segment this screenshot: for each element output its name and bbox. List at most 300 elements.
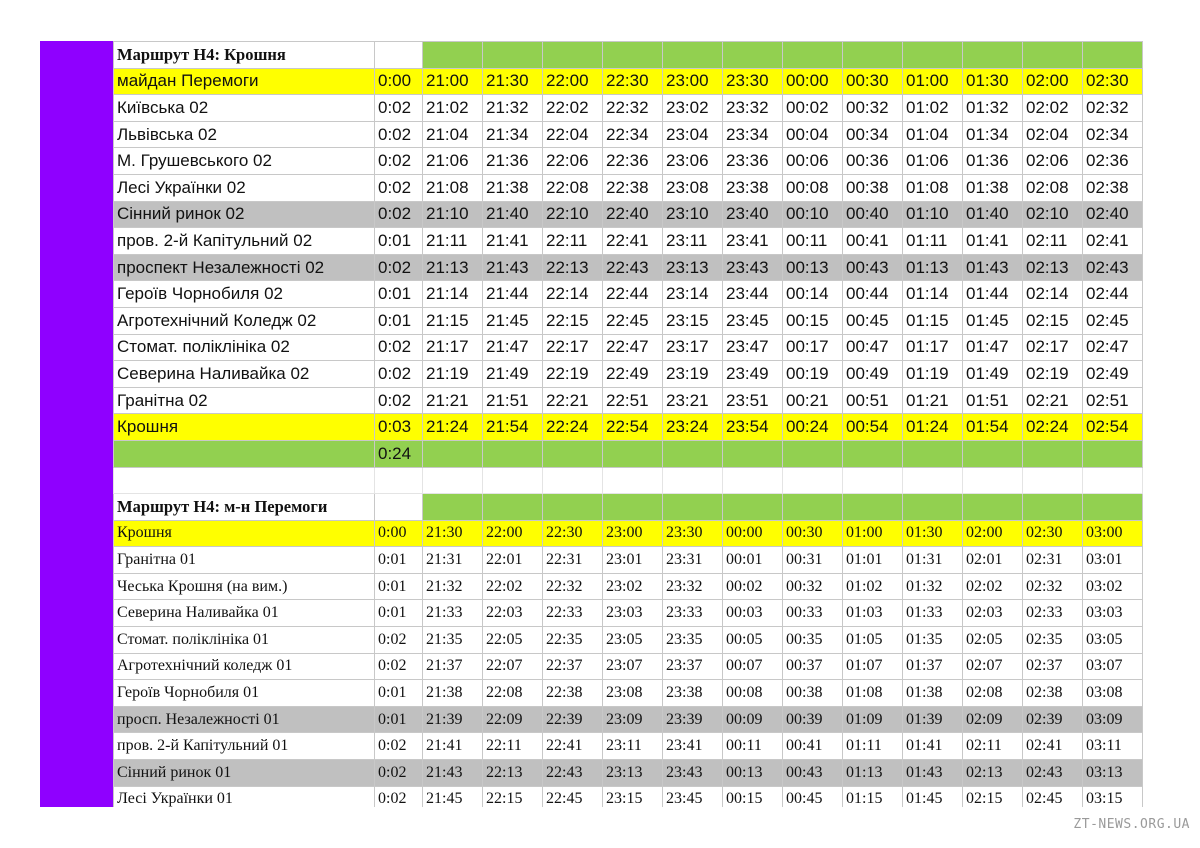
schedule-sheet <box>113 41 1143 807</box>
departure-time: 21:14 <box>423 281 483 308</box>
title-green-cell <box>1083 42 1143 69</box>
title-green-cell <box>903 494 963 521</box>
departure-time: 02:06 <box>1023 148 1083 175</box>
footer-green-cell <box>1023 440 1083 467</box>
departure-time: 23:38 <box>663 680 723 707</box>
stop-row <box>114 307 1143 334</box>
departure-time: 22:04 <box>543 121 603 148</box>
departure-time: 01:10 <box>903 201 963 228</box>
departure-time: 21:38 <box>423 680 483 707</box>
departure-time: 02:31 <box>1023 547 1083 574</box>
departure-time: 23:10 <box>663 201 723 228</box>
departure-time: 23:30 <box>723 68 783 95</box>
departure-time: 22:41 <box>603 228 663 255</box>
footer-green-cell <box>483 440 543 467</box>
departure-time: 02:41 <box>1023 733 1083 760</box>
departure-time: 00:37 <box>783 653 843 680</box>
stop-row <box>114 68 1143 95</box>
departure-time: 01:43 <box>903 760 963 787</box>
departure-time: 02:43 <box>1083 254 1143 281</box>
departure-time: 01:17 <box>903 334 963 361</box>
title-green-cell <box>963 494 1023 521</box>
departure-time: 22:54 <box>603 414 663 441</box>
departure-time: 23:30 <box>663 520 723 547</box>
departure-time: 23:08 <box>603 680 663 707</box>
schedule-body <box>114 42 1143 808</box>
title-green-cell <box>423 42 483 69</box>
departure-time: 02:54 <box>1083 414 1143 441</box>
departure-time: 22:32 <box>603 95 663 122</box>
departure-time: 01:38 <box>963 174 1023 201</box>
departure-time: 02:34 <box>1083 121 1143 148</box>
departure-time: 01:02 <box>903 95 963 122</box>
departure-time: 23:11 <box>663 228 723 255</box>
departure-time: 22:39 <box>543 706 603 733</box>
departure-time: 23:05 <box>603 627 663 654</box>
departure-time: 21:40 <box>483 201 543 228</box>
departure-time: 01:40 <box>963 201 1023 228</box>
stop-row <box>114 520 1143 547</box>
departure-time: 21:37 <box>423 653 483 680</box>
departure-time: 00:10 <box>783 201 843 228</box>
departure-time: 21:19 <box>423 361 483 388</box>
departure-time: 00:30 <box>783 520 843 547</box>
stop-name: Львівська 02 <box>114 121 375 148</box>
departure-time: 01:35 <box>903 627 963 654</box>
route-title-row <box>114 42 1143 69</box>
departure-time: 00:02 <box>783 95 843 122</box>
departure-time: 22:17 <box>543 334 603 361</box>
departure-time: 22:15 <box>483 786 543 807</box>
departure-time: 02:33 <box>1023 600 1083 627</box>
stop-row <box>114 254 1143 281</box>
departure-time: 02:13 <box>1023 254 1083 281</box>
departure-time: 22:49 <box>603 361 663 388</box>
departure-time: 23:08 <box>663 174 723 201</box>
departure-time: 00:14 <box>783 281 843 308</box>
footer-green-cell <box>423 440 483 467</box>
departure-time: 22:08 <box>483 680 543 707</box>
stop-row <box>114 281 1143 308</box>
departure-time: 23:49 <box>723 361 783 388</box>
departure-time: 00:40 <box>843 201 903 228</box>
stop-name: Северина Наливайка 01 <box>114 600 375 627</box>
departure-time: 22:00 <box>543 68 603 95</box>
departure-time: 01:21 <box>903 387 963 414</box>
departure-time: 22:45 <box>543 786 603 807</box>
departure-time: 01:41 <box>963 228 1023 255</box>
departure-time: 02:32 <box>1023 573 1083 600</box>
departure-time: 21:24 <box>423 414 483 441</box>
departure-time: 21:04 <box>423 121 483 148</box>
stop-row <box>114 148 1143 175</box>
blank-cell <box>375 467 423 494</box>
departure-time: 23:44 <box>723 281 783 308</box>
departure-time: 01:03 <box>843 600 903 627</box>
departure-time: 01:51 <box>963 387 1023 414</box>
departure-time: 22:37 <box>543 653 603 680</box>
departure-time: 22:02 <box>543 95 603 122</box>
departure-time: 22:51 <box>603 387 663 414</box>
departure-time: 00:03 <box>723 600 783 627</box>
departure-time: 01:15 <box>903 307 963 334</box>
stop-row <box>114 573 1143 600</box>
departure-time: 00:01 <box>723 547 783 574</box>
departure-time: 03:09 <box>1083 706 1143 733</box>
departure-time: 01:41 <box>903 733 963 760</box>
departure-time: 03:01 <box>1083 547 1143 574</box>
stop-name: Гранітна 01 <box>114 547 375 574</box>
departure-time: 21:33 <box>423 600 483 627</box>
departure-time: 01:32 <box>963 95 1023 122</box>
departure-time: 01:45 <box>963 307 1023 334</box>
departure-time: 00:33 <box>783 600 843 627</box>
departure-time: 01:24 <box>903 414 963 441</box>
departure-time: 23:39 <box>663 706 723 733</box>
segment-duration: 0:02 <box>375 148 423 175</box>
stop-name: Стомат. поліклініка 01 <box>114 627 375 654</box>
departure-time: 22:01 <box>483 547 543 574</box>
stop-row <box>114 680 1143 707</box>
departure-time: 22:32 <box>543 573 603 600</box>
departure-time: 22:19 <box>543 361 603 388</box>
departure-time: 00:13 <box>723 760 783 787</box>
departure-time: 23:41 <box>663 733 723 760</box>
departure-time: 02:03 <box>963 600 1023 627</box>
blank-cell <box>783 467 843 494</box>
departure-time: 00:32 <box>783 573 843 600</box>
stop-row <box>114 600 1143 627</box>
departure-time: 01:49 <box>963 361 1023 388</box>
departure-time: 22:13 <box>543 254 603 281</box>
departure-time: 01:11 <box>903 228 963 255</box>
departure-time: 00:41 <box>843 228 903 255</box>
purple-side-bar <box>40 41 113 807</box>
title-blank-cell <box>375 42 423 69</box>
departure-time: 22:43 <box>603 254 663 281</box>
departure-time: 22:00 <box>483 520 543 547</box>
departure-time: 03:11 <box>1083 733 1143 760</box>
blank-cell <box>483 467 543 494</box>
stop-name: Крошня <box>114 414 375 441</box>
footer-green-cell <box>963 440 1023 467</box>
departure-time: 23:45 <box>723 307 783 334</box>
departure-time: 21:02 <box>423 95 483 122</box>
departure-time: 00:02 <box>723 573 783 600</box>
title-green-cell <box>903 42 963 69</box>
departure-time: 02:05 <box>963 627 1023 654</box>
departure-time: 22:35 <box>543 627 603 654</box>
departure-time: 01:30 <box>963 68 1023 95</box>
departure-time: 01:34 <box>963 121 1023 148</box>
departure-time: 02:15 <box>963 786 1023 807</box>
stop-row <box>114 334 1143 361</box>
departure-time: 02:00 <box>963 520 1023 547</box>
departure-time: 01:33 <box>903 600 963 627</box>
departure-time: 22:07 <box>483 653 543 680</box>
departure-time: 23:02 <box>603 573 663 600</box>
departure-time: 03:05 <box>1083 627 1143 654</box>
departure-time: 00:15 <box>783 307 843 334</box>
title-green-cell <box>543 42 603 69</box>
departure-time: 00:38 <box>843 174 903 201</box>
stop-row <box>114 706 1143 733</box>
departure-time: 00:00 <box>783 68 843 95</box>
stop-row <box>114 733 1143 760</box>
stop-name: Агротехнічний Коледж 02 <box>114 307 375 334</box>
departure-time: 23:40 <box>723 201 783 228</box>
departure-time: 00:30 <box>843 68 903 95</box>
departure-time: 22:33 <box>543 600 603 627</box>
departure-time: 03:07 <box>1083 653 1143 680</box>
departure-time: 23:17 <box>663 334 723 361</box>
stop-row <box>114 228 1143 255</box>
stop-name: Лесі Українки 01 <box>114 786 375 807</box>
departure-time: 21:41 <box>423 733 483 760</box>
stop-name: М. Грушевського 02 <box>114 148 375 175</box>
departure-time: 21:17 <box>423 334 483 361</box>
departure-time: 21:51 <box>483 387 543 414</box>
blank-cell <box>1083 467 1143 494</box>
departure-time: 23:07 <box>603 653 663 680</box>
departure-time: 02:09 <box>963 706 1023 733</box>
footer-green-cell <box>663 440 723 467</box>
departure-time: 22:43 <box>543 760 603 787</box>
footer-green-cell <box>903 440 963 467</box>
segment-duration: 0:02 <box>375 627 423 654</box>
departure-time: 22:47 <box>603 334 663 361</box>
stop-row <box>114 361 1143 388</box>
departure-time: 02:21 <box>1023 387 1083 414</box>
blank-cell <box>723 467 783 494</box>
departure-time: 02:15 <box>1023 307 1083 334</box>
departure-time: 22:31 <box>543 547 603 574</box>
departure-time: 02:39 <box>1023 706 1083 733</box>
departure-time: 22:30 <box>543 520 603 547</box>
departure-time: 23:15 <box>603 786 663 807</box>
departure-time: 22:08 <box>543 174 603 201</box>
stop-row <box>114 414 1143 441</box>
departure-time: 02:43 <box>1023 760 1083 787</box>
segment-duration: 0:02 <box>375 334 423 361</box>
departure-time: 23:04 <box>663 121 723 148</box>
departure-time: 21:13 <box>423 254 483 281</box>
departure-time: 00:04 <box>783 121 843 148</box>
departure-time: 22:30 <box>603 68 663 95</box>
departure-time: 23:38 <box>723 174 783 201</box>
stop-row <box>114 95 1143 122</box>
stop-row <box>114 627 1143 654</box>
departure-time: 23:33 <box>663 600 723 627</box>
departure-time: 01:45 <box>903 786 963 807</box>
departure-time: 22:10 <box>543 201 603 228</box>
blank-cell <box>423 467 483 494</box>
title-green-cell <box>843 494 903 521</box>
departure-time: 00:41 <box>783 733 843 760</box>
departure-time: 23:43 <box>723 254 783 281</box>
departure-time: 21:49 <box>483 361 543 388</box>
departure-time: 02:13 <box>963 760 1023 787</box>
segment-duration: 0:02 <box>375 733 423 760</box>
stop-name: Героїв Чорнобиля 02 <box>114 281 375 308</box>
watermark: ZT-NEWS.ORG.UA <box>1073 817 1190 832</box>
departure-time: 22:44 <box>603 281 663 308</box>
route-title-row <box>114 494 1143 521</box>
departure-time: 23:21 <box>663 387 723 414</box>
departure-time: 21:44 <box>483 281 543 308</box>
departure-time: 00:06 <box>783 148 843 175</box>
stop-name: майдан Перемоги <box>114 68 375 95</box>
stop-name: просп. Незалежності 01 <box>114 706 375 733</box>
segment-duration: 0:01 <box>375 547 423 574</box>
segment-duration: 0:00 <box>375 520 423 547</box>
departure-time: 00:36 <box>843 148 903 175</box>
title-green-cell <box>603 42 663 69</box>
stop-name: Чеська Крошня (на вим.) <box>114 573 375 600</box>
footer-green-cell <box>783 440 843 467</box>
departure-time: 02:36 <box>1083 148 1143 175</box>
segment-duration: 0:02 <box>375 254 423 281</box>
stop-row <box>114 174 1143 201</box>
departure-time: 01:43 <box>963 254 1023 281</box>
segment-duration: 0:03 <box>375 414 423 441</box>
segment-duration: 0:02 <box>375 95 423 122</box>
departure-time: 22:21 <box>543 387 603 414</box>
departure-time: 00:21 <box>783 387 843 414</box>
stop-name: Героїв Чорнобиля 01 <box>114 680 375 707</box>
departure-time: 23:01 <box>603 547 663 574</box>
title-blank-cell <box>375 494 423 521</box>
departure-time: 23:37 <box>663 653 723 680</box>
departure-time: 01:31 <box>903 547 963 574</box>
stop-name: Сінний ринок 02 <box>114 201 375 228</box>
segment-duration: 0:00 <box>375 68 423 95</box>
departure-time: 02:01 <box>963 547 1023 574</box>
blank-row <box>114 467 1143 494</box>
departure-time: 22:13 <box>483 760 543 787</box>
departure-time: 22:03 <box>483 600 543 627</box>
departure-time: 21:32 <box>483 95 543 122</box>
departure-time: 01:04 <box>903 121 963 148</box>
departure-time: 22:14 <box>543 281 603 308</box>
departure-time: 01:05 <box>843 627 903 654</box>
title-green-cell <box>843 42 903 69</box>
stop-name: проспект Незалежності 02 <box>114 254 375 281</box>
departure-time: 00:43 <box>783 760 843 787</box>
departure-time: 02:14 <box>1023 281 1083 308</box>
departure-time: 21:43 <box>483 254 543 281</box>
departure-time: 23:00 <box>603 520 663 547</box>
departure-time: 21:35 <box>423 627 483 654</box>
departure-time: 02:47 <box>1083 334 1143 361</box>
departure-time: 02:24 <box>1023 414 1083 441</box>
title-green-cell <box>663 42 723 69</box>
departure-time: 01:08 <box>903 174 963 201</box>
departure-time: 01:08 <box>843 680 903 707</box>
departure-time: 00:32 <box>843 95 903 122</box>
departure-time: 21:45 <box>483 307 543 334</box>
footer-green-cell <box>543 440 603 467</box>
title-green-cell <box>783 42 843 69</box>
title-green-cell <box>1083 494 1143 521</box>
departure-time: 23:34 <box>723 121 783 148</box>
departure-time: 02:41 <box>1083 228 1143 255</box>
departure-time: 00:34 <box>843 121 903 148</box>
departure-time: 02:37 <box>1023 653 1083 680</box>
departure-time: 02:04 <box>1023 121 1083 148</box>
departure-time: 01:00 <box>903 68 963 95</box>
segment-duration: 0:01 <box>375 307 423 334</box>
blank-cell <box>663 467 723 494</box>
stop-name: Северина Наливайка 02 <box>114 361 375 388</box>
departure-time: 00:43 <box>843 254 903 281</box>
title-green-cell <box>963 42 1023 69</box>
departure-time: 02:00 <box>1023 68 1083 95</box>
title-green-cell <box>543 494 603 521</box>
departure-time: 21:00 <box>423 68 483 95</box>
departure-time: 00:54 <box>843 414 903 441</box>
title-green-cell <box>483 494 543 521</box>
total-duration: 0:24 <box>375 440 423 467</box>
stop-row <box>114 653 1143 680</box>
title-green-cell <box>423 494 483 521</box>
title-green-cell <box>603 494 663 521</box>
stop-name: Лесі Українки 02 <box>114 174 375 201</box>
footer-green-cell <box>1083 440 1143 467</box>
segment-duration: 0:02 <box>375 361 423 388</box>
departure-time: 21:34 <box>483 121 543 148</box>
departure-time: 02:10 <box>1023 201 1083 228</box>
departure-time: 21:06 <box>423 148 483 175</box>
stop-row <box>114 201 1143 228</box>
departure-time: 00:51 <box>843 387 903 414</box>
blank-cell <box>114 467 375 494</box>
departure-time: 00:15 <box>723 786 783 807</box>
departure-time: 00:24 <box>783 414 843 441</box>
blank-cell <box>1023 467 1083 494</box>
blank-cell <box>903 467 963 494</box>
departure-time: 02:07 <box>963 653 1023 680</box>
departure-time: 21:45 <box>423 786 483 807</box>
departure-time: 02:45 <box>1023 786 1083 807</box>
departure-time: 22:02 <box>483 573 543 600</box>
departure-time: 23:00 <box>663 68 723 95</box>
departure-time: 00:39 <box>783 706 843 733</box>
departure-time: 23:14 <box>663 281 723 308</box>
segment-duration: 0:02 <box>375 121 423 148</box>
departure-time: 21:38 <box>483 174 543 201</box>
departure-time: 23:35 <box>663 627 723 654</box>
segment-duration: 0:01 <box>375 573 423 600</box>
departure-time: 00:09 <box>723 706 783 733</box>
footer-green-cell <box>723 440 783 467</box>
title-green-cell <box>1023 42 1083 69</box>
departure-time: 21:21 <box>423 387 483 414</box>
departure-time: 23:45 <box>663 786 723 807</box>
schedule-table <box>113 41 1143 807</box>
departure-time: 22:15 <box>543 307 603 334</box>
departure-time: 00:17 <box>783 334 843 361</box>
departure-time: 23:32 <box>663 573 723 600</box>
departure-time: 00:35 <box>783 627 843 654</box>
departure-time: 23:06 <box>663 148 723 175</box>
departure-time: 23:11 <box>603 733 663 760</box>
departure-time: 01:14 <box>903 281 963 308</box>
departure-time: 22:36 <box>603 148 663 175</box>
departure-time: 22:41 <box>543 733 603 760</box>
departure-time: 00:49 <box>843 361 903 388</box>
departure-time: 22:34 <box>603 121 663 148</box>
